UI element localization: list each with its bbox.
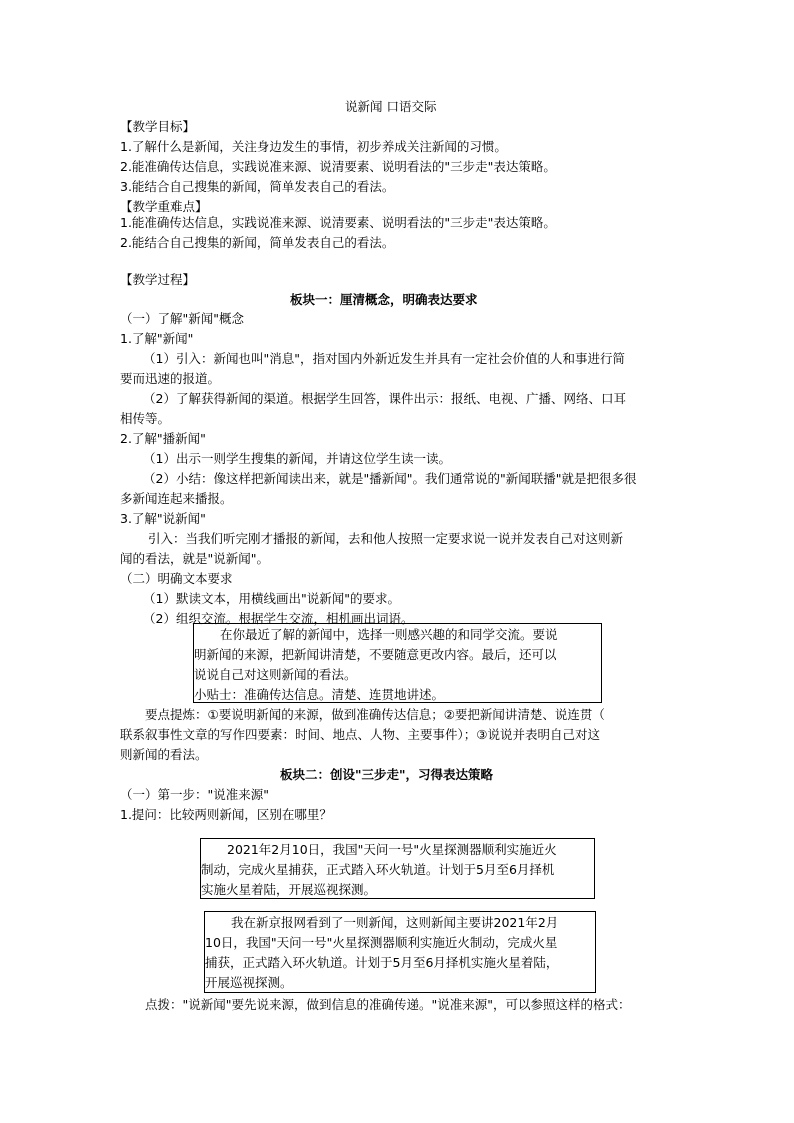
- key-point-item: 1.能准确传达信息，实践说准来源、说清要素、说明看法的"三步走"表达策略。: [120, 215, 556, 230]
- process-heading: 【教学过程】: [120, 272, 196, 287]
- paragraph-line: 引入：当我们听完刚才播报的新闻，去和他人按照一定要求说一说并发表自己对这则新: [148, 531, 624, 546]
- document-title: 说新闻 口语交际: [345, 99, 437, 114]
- paragraph-line: （2）组织交流。根据学生交流，相机画出词语。: [143, 611, 414, 626]
- objective-item: 2.能准确传达信息，实践说准来源、说清要素、说明看法的"三步走"表达策略。: [120, 159, 556, 174]
- key-points-heading: 【教学重难点】: [120, 199, 208, 214]
- part1-title: （一）了解"新闻"概念: [120, 311, 244, 326]
- news-line: 开展巡视探测。: [205, 975, 293, 990]
- section1-title: 板块一：厘清概念，明确表达要求: [290, 292, 478, 307]
- key-point-item: 2.能结合自己搜集的新闻，简单发表自己的看法。: [120, 235, 395, 250]
- question-line: 1.提问：比较两则新闻，区别在哪里？: [120, 807, 332, 822]
- summary-line: 联系叙事性文章的写作四要素：时间、地点、人物、主要事件）；③说说并表明自己对这: [120, 727, 600, 742]
- news-line: 我在新京报网看到了一则新闻，这则新闻主要讲2021年2月: [231, 915, 559, 930]
- box-line: 小贴士：准确传达信息。清楚、连贯地讲述。: [194, 687, 445, 702]
- box-line: 明新闻的来源，把新闻讲清楚，不要随意更改内容。最后，还可以: [194, 647, 557, 662]
- summary-line: 要点提炼：①要说明新闻的来源，做到准确传达信息；②要把新闻讲清楚、说连贯（: [145, 707, 605, 722]
- objective-item: 3.能结合自己搜集的新闻，简单发表自己的看法。: [120, 179, 395, 194]
- news-line: 制动，完成火星捕获，正式踏入环火轨道。计划于5月至6月择机: [201, 862, 555, 877]
- paragraph-line: （1）引入：新闻也叫"消息"，指对国内外新近发生并具有一定社会价值的人和事进行简: [143, 351, 625, 366]
- section2-title: 板块二：创设"三步走"，习得表达策略: [280, 767, 494, 782]
- part2-title: （二）明确文本要求: [120, 571, 233, 586]
- paragraph-line: 多新闻连起来播报。: [120, 491, 233, 506]
- box-line: 在你最近了解的新闻中，选择一则感兴趣的和同学交流。要说: [220, 627, 558, 642]
- paragraph-line: 相传等。: [120, 411, 171, 426]
- news-box-2: [204, 911, 596, 993]
- news-line: 2021年2月10日，我国"天问一号"火星探测器顺利实施近火: [227, 842, 557, 857]
- news-line: 捕获，正式踏入环火轨道。计划于5月至6月择机实施火星着陆，: [205, 955, 559, 970]
- s3-title: 3.了解"说新闻": [120, 511, 206, 526]
- textbook-requirement-box: [193, 623, 602, 703]
- tip-line: 点拨："说新闻"要先说来源，做到信息的准确传递。"说准来源"，可以参照这样的格式：: [145, 997, 631, 1012]
- paragraph-line: 闻的看法，就是"说新闻"。: [120, 551, 269, 566]
- paragraph-line: （1）默读文本，用横线画出"说新闻"的要求。: [143, 591, 400, 606]
- paragraph-line: （1）出示一则学生搜集的新闻，并请这位学生读一读。: [143, 451, 451, 466]
- s1-title: 1.了解"新闻": [120, 331, 194, 346]
- box-line: 说说自己对这则新闻的看法。: [194, 667, 357, 682]
- paragraph-line: （2）了解获得新闻的渠道。根据学生回答，课件出示：报纸、电视、广播、网络、口耳: [143, 391, 626, 406]
- summary-line: 则新闻的看法。: [120, 747, 208, 762]
- step1-title: （一）第一步："说准来源": [120, 787, 269, 802]
- paragraph-line: 要而迅速的报道。: [120, 371, 221, 386]
- paragraph-line: （2）小结：像这样把新闻读出来，就是"播新闻"。我们通常说的"新闻联播"就是把很多很: [143, 471, 637, 486]
- news-box-1: [200, 838, 595, 899]
- news-line: 10日，我国"天问一号"火星探测器顺利实施近火制动，完成火星: [205, 935, 558, 950]
- objective-item: 1.了解什么是新闻，关注身边发生的事情，初步养成关注新闻的习惯。: [120, 139, 507, 154]
- news-line: 实施火星着陆，开展巡视探测。: [201, 882, 377, 897]
- s2-title: 2.了解"播新闻": [120, 431, 206, 446]
- objectives-heading: 【教学目标】: [120, 119, 196, 134]
